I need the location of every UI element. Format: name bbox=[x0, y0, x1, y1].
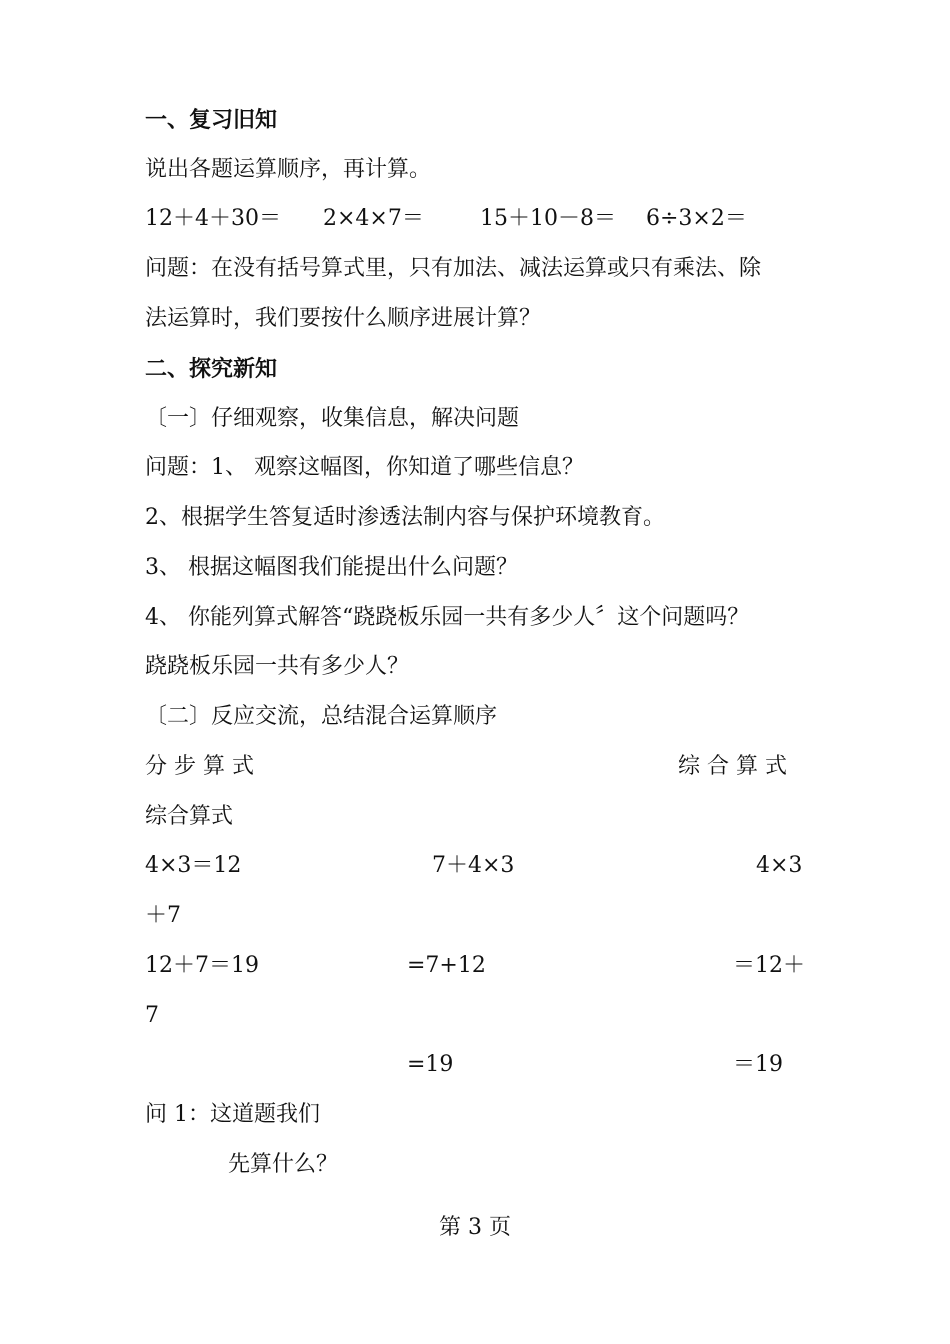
page-number: 第 3 页 bbox=[439, 1215, 511, 1240]
subsection-observe: 〔一〕仔细观察，收集信息，解决问题 bbox=[145, 406, 520, 431]
review-instruction: 说出各题运算顺序，再计算。 bbox=[145, 157, 432, 182]
question-4: 4、 你能列算式解答“跷跷板乐园一共有多少人〞这个问题吗？ bbox=[145, 605, 750, 630]
review-question-line-2: 法运算时，我们要按什么顺序进展计算？ bbox=[145, 306, 542, 331]
exercise-1: 12＋4＋30＝ bbox=[145, 206, 281, 231]
exercise-2: 2×4×7＝ bbox=[323, 206, 424, 231]
review-question-line-1: 问题：在没有括号算式里，只有加法、减法运算或只有乘法、除 bbox=[145, 256, 762, 281]
combined-step-b-1: ＝12＋ bbox=[733, 953, 805, 978]
combined-step-a-1: =7+12 bbox=[407, 953, 486, 978]
exercise-4: 6÷3×2＝ bbox=[646, 206, 747, 231]
combined-expression-b: 4×3 bbox=[756, 853, 803, 878]
step-equation-2: 12＋7＝19 bbox=[145, 953, 259, 978]
column-header-stepwise: 分 步 算 式 bbox=[145, 754, 254, 779]
question-3: 3、 根据这幅图我们能提出什么问题？ bbox=[145, 555, 518, 580]
combined-step-b-1-wrap: 7 bbox=[145, 1003, 159, 1028]
section-heading-explore: 二、探究新知 bbox=[145, 356, 278, 382]
exercise-3: 15＋10－8＝ bbox=[480, 206, 616, 231]
column-header-combined-wrap: 综合算式 bbox=[145, 804, 234, 829]
question-4-line-2: 跷跷板乐园一共有多少人？ bbox=[145, 654, 410, 679]
combined-step-b-2: ＝19 bbox=[733, 1052, 783, 1077]
subsection-summary: 〔二〕反应交流，总结混合运算顺序 bbox=[145, 704, 498, 729]
ask-question-1-line-2: 先算什么？ bbox=[228, 1152, 339, 1177]
combined-expression-a: 7＋4×3 bbox=[432, 853, 515, 878]
step-equation-1: 4×3＝12 bbox=[145, 853, 242, 878]
combined-step-a-2: =19 bbox=[407, 1052, 454, 1077]
column-header-combined: 综 合 算 式 bbox=[678, 754, 787, 779]
section-heading-review: 一、复习旧知 bbox=[145, 107, 278, 133]
ask-question-1: 问 1：这道题我们 bbox=[145, 1102, 320, 1127]
question-1: 问题：1、 观察这幅图，你知道了哪些信息？ bbox=[145, 455, 584, 480]
question-2: 2、根据学生答复适时渗透法制内容与保护环境教育。 bbox=[145, 505, 665, 530]
combined-expression-b-wrap: ＋7 bbox=[145, 903, 181, 928]
